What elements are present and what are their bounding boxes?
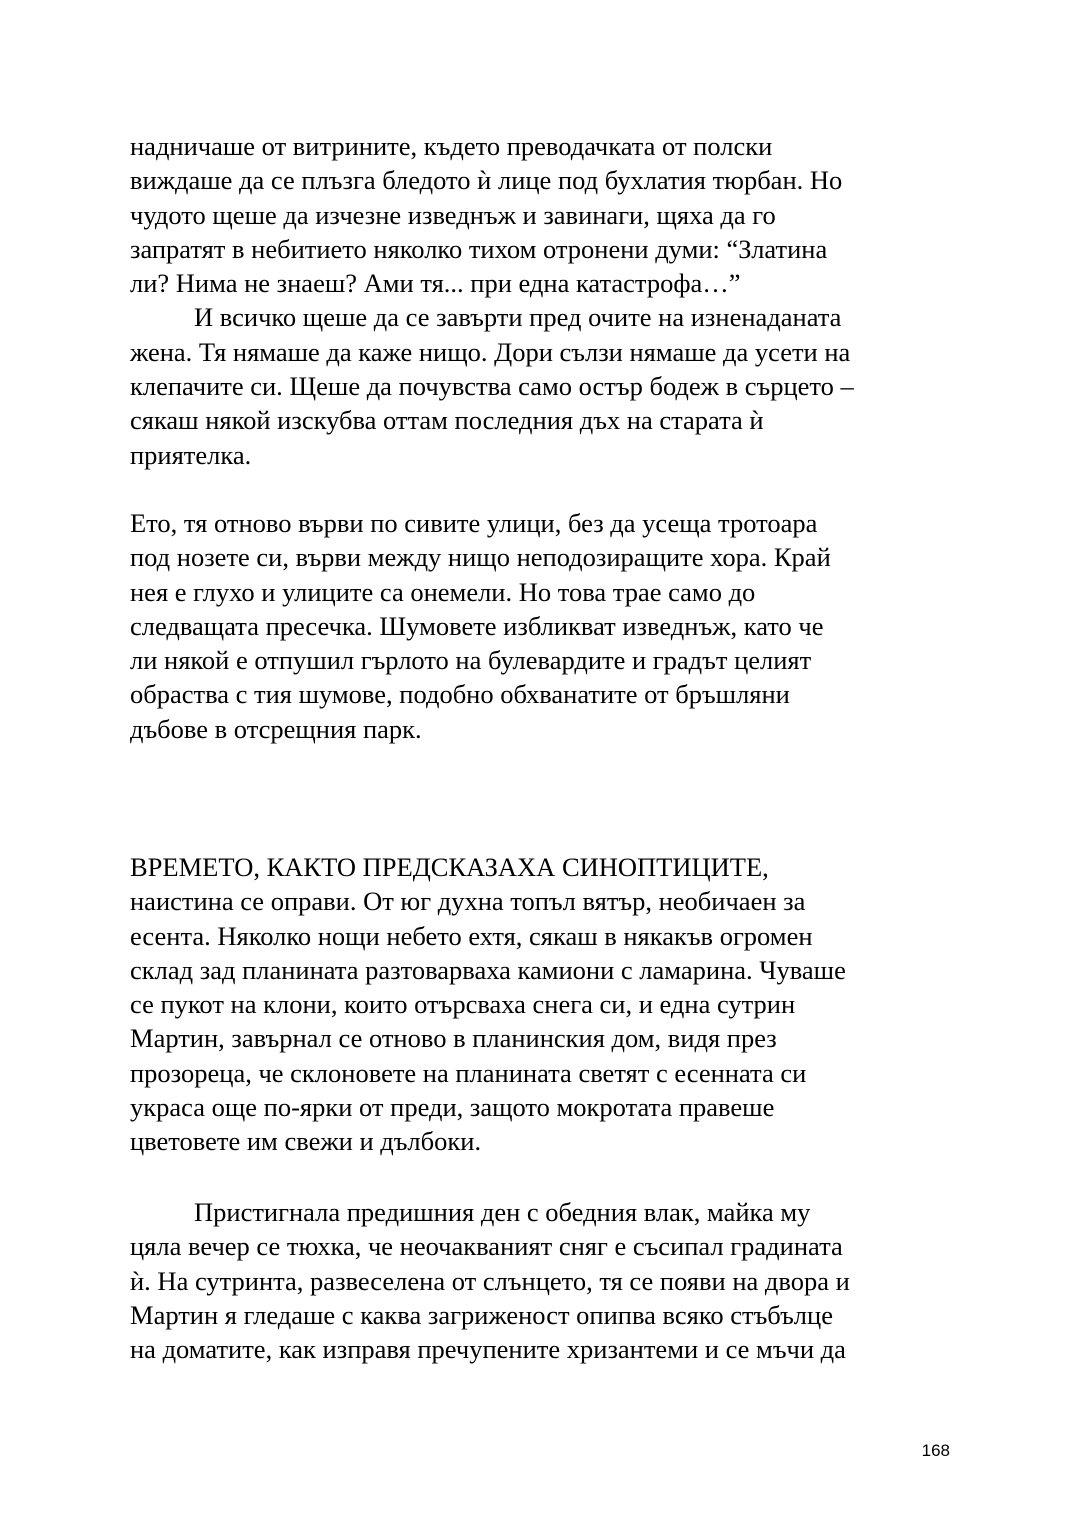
text-line: на доматите, как изправя пречупените хризантеми и се мъчи да <box>130 1334 846 1365</box>
text-line: следващата пресечка. Шумовете избликват изведнъж, като че <box>130 610 824 641</box>
text-line: под нозете си, върви между нищо неподозиращите хора. Край <box>130 542 831 573</box>
paragraph-block-2 <box>130 506 960 746</box>
text-line: жена. Тя нямаше да каже нищо. Дори сълзи нямаше да усети на <box>130 336 851 367</box>
text-line: дъбове в отсрещния парк. <box>130 713 422 744</box>
text-line: Мартин, завърнал се отново в планинския дом, видя през <box>130 1023 777 1054</box>
text-line-indented: Пристигнала предишния ден с обедния влак, майка му <box>194 1197 811 1227</box>
page-number: 168 <box>921 1441 950 1460</box>
text-line: обраства с тия шумове, подобно обхванатите от бръшляни <box>130 679 790 710</box>
text-line: Ето, тя отново върви по сивите улици, без да усеща тротоара <box>130 508 818 538</box>
text-line: цветовете им свежи и дълбоки. <box>130 1126 482 1157</box>
text-line: склад зад планината разтоварваха камиони с ламарина. Чуваше <box>130 954 846 985</box>
text-line: се пукот на клони, които отърсваха снега си, и една сутрин <box>130 989 796 1020</box>
text-line: наистина се оправи. От юг духна топъл вятър, необичаен за <box>130 886 806 917</box>
text-line: есента. Няколко нощи небето ехтя, сякаш в някакъв огромен <box>130 920 813 951</box>
text-line: украса още по-ярки от преди, защото мокротата правеше <box>130 1092 775 1123</box>
text-line: приятелка. <box>130 439 252 470</box>
text-line: цяла вечер се тюхка, че неочакваният сняг е съсипал градината <box>130 1231 843 1262</box>
text-line: запратят в небитието няколко тихом отронени думи: “Златина <box>130 233 828 264</box>
text-line: сякаш някой изскубва оттам последния дъх на старата ѝ <box>130 405 764 436</box>
text-line: нея е глухо и улиците са онемели. Но това трае само до <box>130 576 756 607</box>
text-line: клепачите си. Щеше да почувства само остър бодеж в сърцето – <box>130 371 854 402</box>
text-line: ли? Нима не знаеш? Ами тя... при една катастрофа…” <box>130 268 741 299</box>
text-line: прозореца, че склоновете на планината светят с есенната си <box>130 1057 807 1088</box>
text-line: ли някой е отпушил гърлото на булевардите и градът целият <box>130 645 812 676</box>
paragraph-block-1 <box>130 129 960 472</box>
text-line: ѝ. На сутринта, развеселена от слънцето, тя се появи на двора и <box>130 1265 850 1296</box>
paragraph-block-4 <box>130 1195 960 1366</box>
text-line: чудото щеше да изчезне изведнъж и завинаги, щяха да го <box>130 199 776 230</box>
chapter-opening-block <box>130 850 960 1159</box>
text-line: виждаше да се плъзга бледото ѝ лице под бухлатия тюрбан. Но <box>130 165 843 196</box>
text-line: Мартин я гледаше с каква загриженост опипва всяко стъбълце <box>130 1299 833 1330</box>
text-line-indented: И всичко щеше да се завърти пред очите на изненаданата <box>194 302 842 333</box>
text-line: надничаше от витрините, където преводачката от полски <box>130 131 773 161</box>
chapter-opening-line: ВРЕМЕТО, КАКТО ПРЕДСКАЗАХА СИНОПТИЦИТЕ, <box>130 852 769 882</box>
